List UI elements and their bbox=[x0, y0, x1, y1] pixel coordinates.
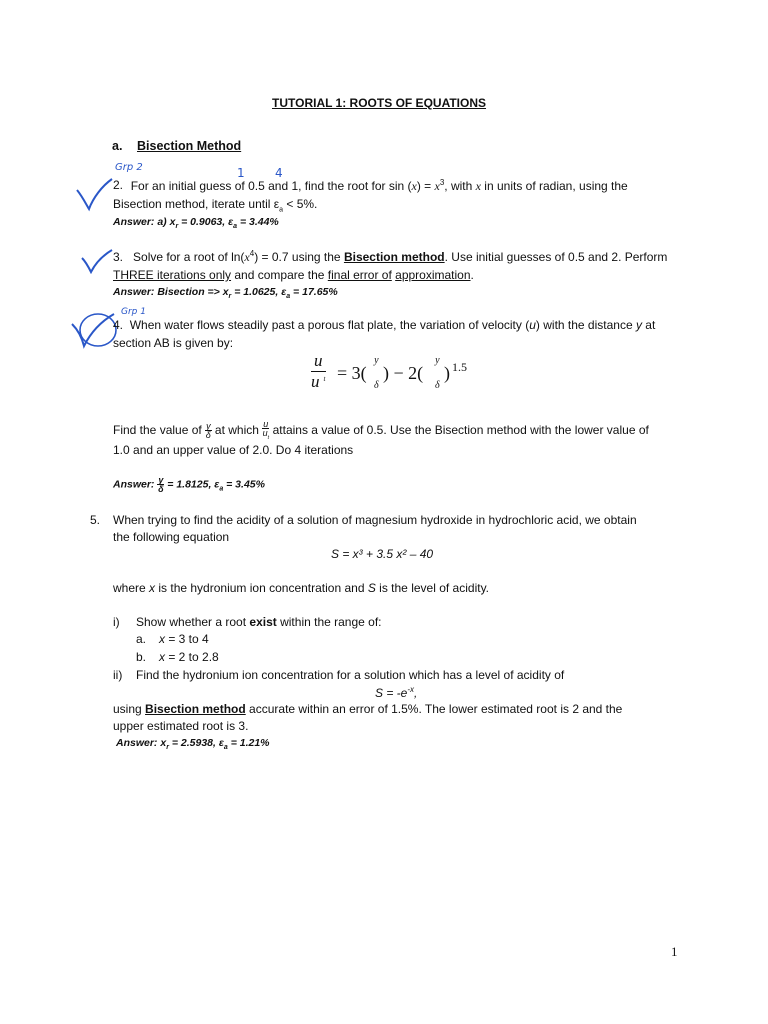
part-i-b-text: x = 2 to 2.8 bbox=[159, 650, 219, 664]
handwritten-circle-check-icon bbox=[68, 310, 118, 350]
question-4-answer: Answer: $\frac{y}{\delta}$ = 1.8125, $\varepsilon_a = 3.45\%$ bbox=[113, 475, 265, 494]
handwritten-check-icon bbox=[74, 176, 114, 212]
question-5-line2: the following equation bbox=[113, 530, 230, 544]
question-2-number: 2. bbox=[113, 178, 124, 192]
question-3-answer: Answer: Bisection => $x_r = 1.0625$, $\varepsilon_a = 17.65\%$ bbox=[113, 286, 338, 301]
part-i-a-text: x = 3 to 4 bbox=[159, 632, 209, 646]
question-5-answer: Answer: $x_r = 2.5938$, $\varepsilon_a = 1.21\%$ bbox=[116, 737, 270, 752]
handwritten-group-label: Grp 1 bbox=[121, 307, 146, 317]
part-i-text: Show whether a root exist within the range of: bbox=[136, 615, 382, 629]
handwritten-check-icon bbox=[80, 248, 114, 274]
acidity-equation: S = x³ + 3.5 x² – 40 bbox=[331, 547, 434, 561]
page-number: 1 bbox=[671, 944, 678, 959]
handwritten-number-4: 4 bbox=[275, 166, 283, 180]
section-title: Bisection Method bbox=[137, 139, 242, 153]
part-i-b-label: b. bbox=[136, 650, 147, 664]
question-3-line2: THREE iterations only and compare the final error of approximation. bbox=[113, 268, 474, 282]
question-2-answer: Answer: a) $x_r = 0.9063$, $\varepsilon_a = 3.44\%$ bbox=[113, 216, 279, 231]
question-5-number: 5. bbox=[90, 513, 101, 527]
question-2-line1: For an initial guess of 0.5 and 1, find the root for $\sin (x) = x^3$, with x in units of radian, using the bbox=[130, 178, 628, 193]
handwritten-group-label: Grp 2 bbox=[115, 162, 143, 173]
question-4-find-line2: 1.0 and an upper value of 2.0. Do 4 iterations bbox=[113, 443, 354, 457]
part-ii-using-line1: using Bisection method accurate within an error of 1.5%. The lower estimated root is 2 and the bbox=[113, 702, 623, 716]
question-4-line2: section AB is given by: bbox=[113, 336, 234, 350]
question-3-line1: 3. Solve for a root of $\ln(x^4) = 0.7$ using the Bisection method. Use initial guesses of 0.5 and 2. Perform bbox=[113, 249, 668, 264]
part-ii-using-line2: upper estimated root is 3. bbox=[113, 719, 249, 733]
question-2-line2: Bisection method, iterate until $\varepsilon_a < 5\%$. bbox=[113, 197, 318, 214]
part-ii-equation: $S = -e^{-x}$, bbox=[375, 685, 418, 700]
part-ii-text: Find the hydronium ion concentration for a solution which has a level of acidity of bbox=[136, 668, 565, 682]
question-5-line1: When trying to find the acidity of a solution of magnesium hydroxide in hydrochloric acid, we obtain bbox=[113, 513, 637, 527]
document-title: TUTORIAL 1: ROOTS OF EQUATIONS bbox=[272, 96, 487, 110]
question-4-line1: 4. When water flows steadily past a porous flat plate, the variation of velocity (u) with the distance y at bbox=[113, 318, 656, 332]
part-i-number: i) bbox=[113, 615, 120, 629]
part-ii-number: ii) bbox=[113, 668, 123, 682]
part-i-a-label: a. bbox=[136, 632, 147, 646]
section-letter: a. bbox=[112, 139, 123, 153]
handwritten-number-1: 1 bbox=[237, 166, 245, 180]
question-4-find-line1: Find the value of $\frac{y}{\delta}$ at which $\frac{u}{u_t}$ attains a value of 0.5. Use the Bisection method with the lower value of bbox=[113, 419, 649, 441]
question-5-where: where x is the hydronium ion concentration and S is the level of acidity. bbox=[113, 581, 490, 595]
